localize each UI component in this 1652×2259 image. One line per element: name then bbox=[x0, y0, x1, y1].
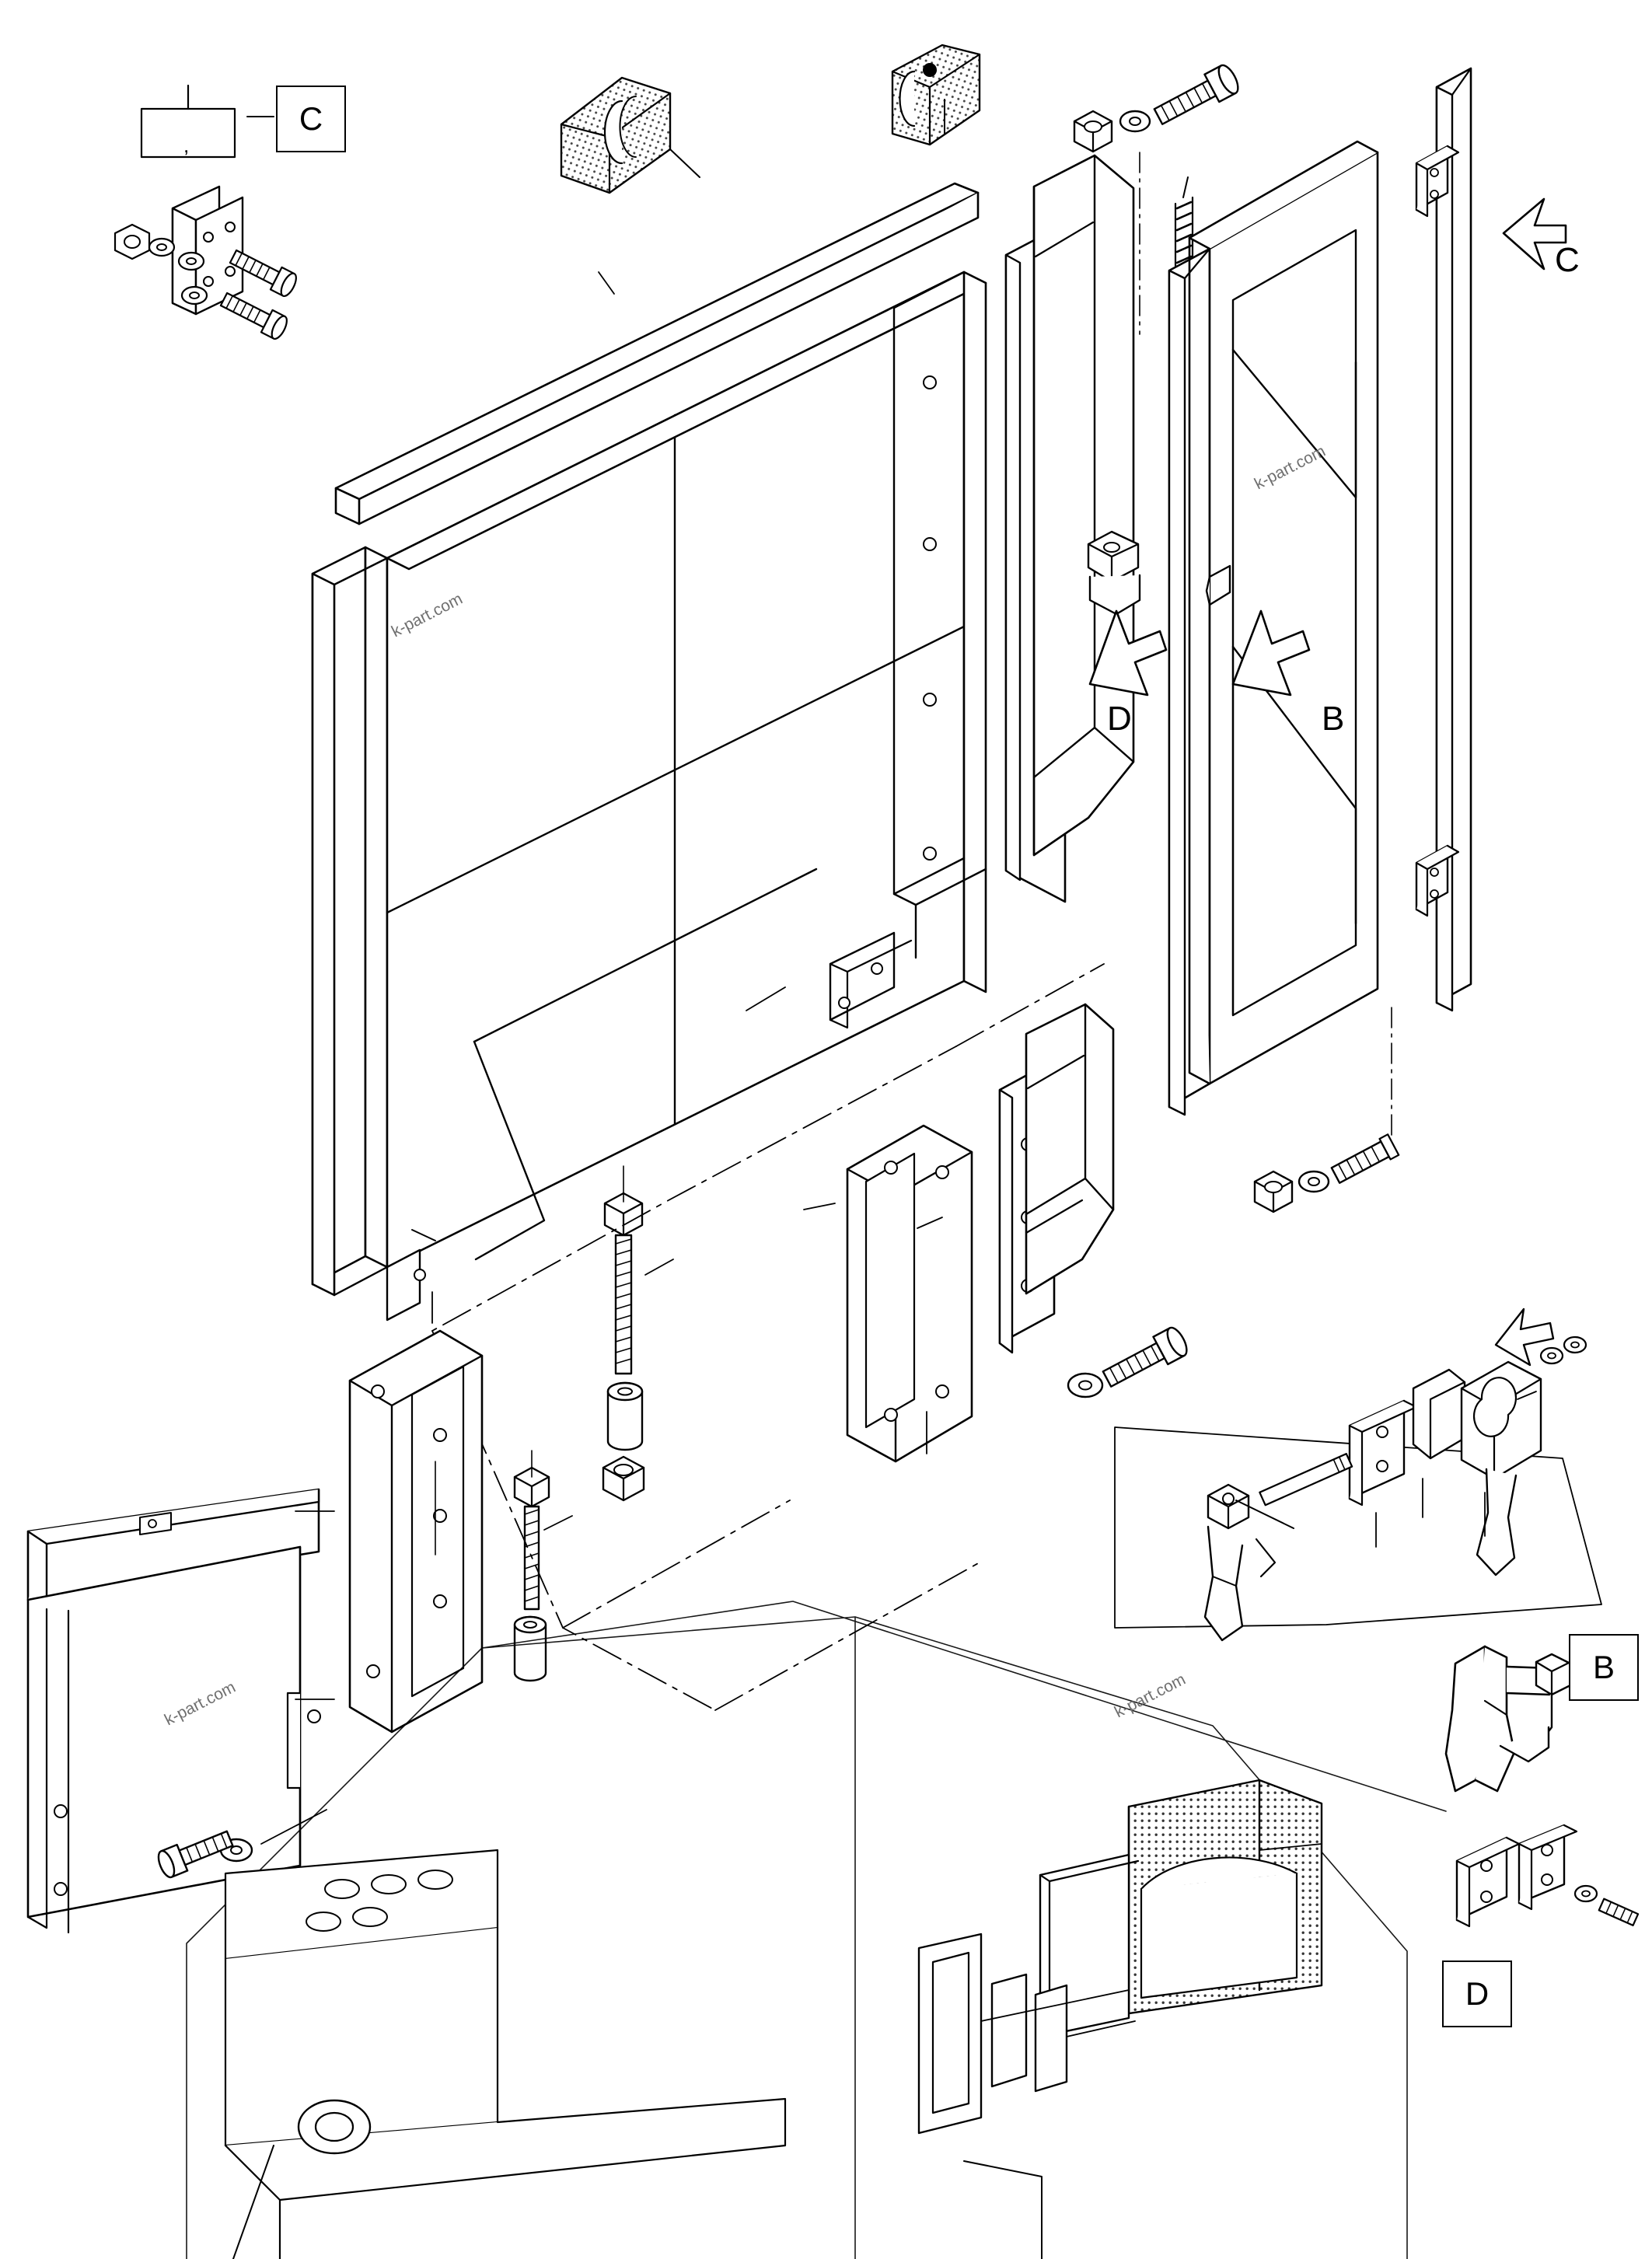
rubber-seal-profile-2 bbox=[892, 45, 980, 145]
latch-mechanism-group bbox=[1115, 1337, 1601, 1640]
callout-d-middle: D bbox=[1107, 700, 1132, 738]
machine-top-block bbox=[225, 1850, 785, 2259]
callout-b-middle: B bbox=[1322, 700, 1345, 738]
cylindrical-spacer-2 bbox=[515, 1617, 546, 1681]
callout-c-top-left: C bbox=[276, 86, 346, 152]
lever-handle bbox=[1446, 1646, 1570, 1791]
mid-channel-bar bbox=[804, 1126, 972, 1461]
callout-b-lower-right: B bbox=[1569, 1634, 1639, 1701]
hinge-plate-detail-c bbox=[115, 86, 299, 341]
callout-d-bottom-right: D bbox=[1442, 1960, 1512, 2027]
upper-deflector-plate bbox=[1034, 155, 1133, 855]
watermark: k-part.com bbox=[1251, 442, 1329, 494]
watermark: k-part.com bbox=[1111, 1670, 1189, 1722]
mid-bolt-group bbox=[1068, 1325, 1190, 1397]
svg-text:,: , bbox=[183, 134, 190, 157]
cylindrical-spacer-1 bbox=[608, 1383, 642, 1450]
callout-c-right: C bbox=[1555, 241, 1580, 279]
door-leaf-panel bbox=[1169, 141, 1378, 1115]
lower-deflector-plate bbox=[1026, 1004, 1113, 1294]
hex-nut-1 bbox=[603, 1457, 644, 1500]
long-bolt-group-2 bbox=[515, 1451, 572, 1681]
long-bolt-group-1 bbox=[603, 1166, 673, 1500]
hinge-plate-pair-detail-d bbox=[1457, 1825, 1638, 1926]
left-channel-bar bbox=[295, 1331, 482, 1732]
hinge-post-strip bbox=[1416, 68, 1471, 1011]
watermark: k-part.com bbox=[161, 1678, 239, 1730]
rubber-seal-profile-1 bbox=[561, 78, 700, 193]
mesh-screen-panel bbox=[919, 1780, 1322, 2133]
watermark: k-part.com bbox=[388, 589, 466, 641]
